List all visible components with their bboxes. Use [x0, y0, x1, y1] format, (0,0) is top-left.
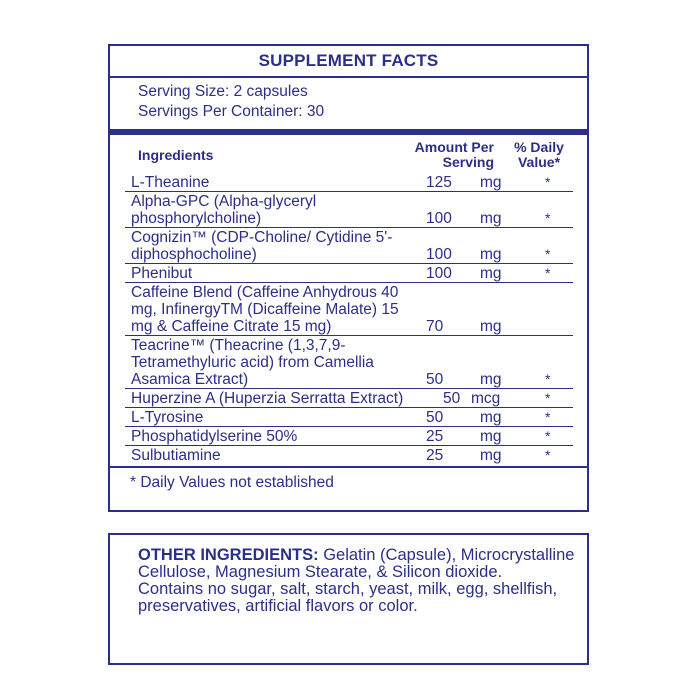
table-row	[125, 282, 573, 335]
daily-value-mark: *	[545, 390, 551, 406]
ingredients-header: Ingredients	[138, 147, 214, 163]
ingredient-name: Huperzine A (Huperzia Serratta Extract)	[131, 390, 404, 407]
amount-header: Amount Per Serving	[414, 139, 494, 170]
ingredient-name: Alpha-GPC (Alpha-glyceryl phosphorylcholine)	[131, 193, 317, 227]
table-row	[125, 388, 573, 407]
servings-per-container: Servings Per Container: 30	[138, 103, 325, 120]
daily-value-mark: *	[545, 174, 551, 190]
serving-size: Serving Size: 2 capsules	[138, 83, 308, 100]
daily-value-mark: *	[545, 371, 551, 387]
ingredient-unit: mg	[480, 210, 502, 227]
other-ingredients-text	[110, 535, 587, 615]
other-ingredients-panel	[108, 533, 589, 665]
facts-title: SUPPLEMENT FACTS	[110, 46, 587, 78]
ingredient-amount: 100	[426, 265, 452, 282]
ingredient-amount: 25	[426, 447, 444, 464]
table-row	[125, 445, 573, 464]
ingredient-unit: mcg	[471, 390, 501, 407]
table-row	[125, 227, 573, 263]
ingredient-unit: mg	[480, 409, 502, 426]
ingredient-name: Sulbutiamine	[131, 447, 221, 464]
ingredient-amount: 50	[426, 371, 444, 388]
ingredient-name: Teacrine™ (Theacrine (1,3,7,9-Tetramethyluric acid) from Camellia Asamica Extract)	[131, 337, 374, 388]
table-row	[125, 407, 573, 426]
daily-value-mark: *	[545, 265, 551, 281]
ingredient-name: Caffeine Blend (Caffeine Anhydrous 40 mg, InfinergyTM (Dicaffeine Malate) 15 mg & Caffeine Citrate 15 mg)	[131, 284, 399, 335]
daily-value-header: % Daily Value*	[514, 139, 564, 170]
allergen-statement: Contains no sugar, salt, starch, yeast, milk, egg, shellfish, preservatives, artificial flavors or color.	[138, 580, 558, 615]
ingredient-amount: 25	[426, 428, 444, 445]
ingredient-unit: mg	[480, 318, 502, 335]
ingredient-amount: 125	[426, 174, 452, 191]
daily-value-footnote: * Daily Values not established	[130, 474, 334, 491]
ingredient-unit: mg	[480, 265, 502, 282]
ingredient-amount: 100	[426, 246, 452, 263]
table-row	[125, 335, 573, 388]
ingredient-name: L-Theanine	[131, 174, 210, 191]
ingredient-name: L-Tyrosine	[131, 409, 204, 426]
table-row	[125, 426, 573, 445]
ingredient-unit: mg	[480, 174, 502, 191]
ingredient-unit: mg	[480, 246, 502, 263]
table-row	[125, 173, 573, 191]
serving-info	[110, 78, 587, 122]
supplement-facts-panel	[108, 44, 589, 512]
ingredient-amount: 100	[426, 210, 452, 227]
daily-value-mark: *	[545, 246, 551, 262]
ingredient-amount: 70	[426, 318, 444, 335]
ingredient-name: Phosphatidylserine 50%	[131, 428, 298, 445]
other-ingredients-list: Gelatin (Capsule), Microcrystalline Cellulose, Magnesium Stearate, & Silicon dioxide.	[138, 546, 575, 581]
daily-value-mark: *	[545, 409, 551, 425]
ingredient-name: Cognizin™ (CDP-Choline/ Cytidine 5'-diphosphocholine)	[131, 229, 393, 263]
daily-value-mark: *	[545, 428, 551, 444]
ingredient-amount: 50	[426, 409, 444, 426]
ingredient-unit: mg	[480, 428, 502, 445]
ingredient-name: Phenibut	[131, 265, 193, 282]
ingredient-amount: 50	[443, 390, 461, 407]
ingredient-unit: mg	[480, 371, 502, 388]
ingredient-rows	[125, 173, 573, 464]
daily-value-mark: *	[545, 447, 551, 463]
facts-column-header	[110, 135, 587, 173]
table-row	[125, 191, 573, 227]
daily-value-mark: *	[545, 210, 551, 226]
other-ingredients-label: OTHER INGREDIENTS:	[138, 546, 319, 564]
ingredient-unit: mg	[480, 447, 502, 464]
table-row	[125, 263, 573, 282]
